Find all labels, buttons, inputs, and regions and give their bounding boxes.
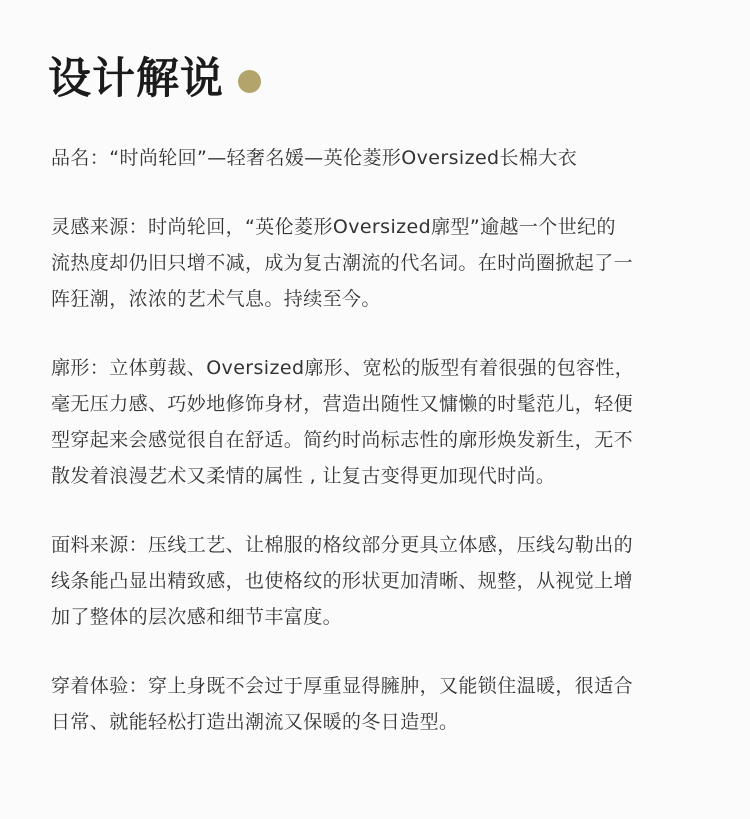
title-dot-icon <box>238 70 261 93</box>
paragraph-line: 型穿起来会感觉很自在舒适。简约时尚标志性的廓形焕发新生，无不 <box>51 429 634 451</box>
paragraph-line: 日常、就能轻松打造出潮流又保暖的冬日造型。 <box>51 711 459 733</box>
description-body <box>51 140 711 773</box>
header <box>48 46 261 112</box>
paragraph-line: 毫无压力感、巧妙地修饰身材，营造出随性又慵懒的时髦范儿，轻便 <box>51 393 634 415</box>
paragraph-wearing-experience <box>51 668 711 740</box>
paragraph-fabric <box>51 527 711 635</box>
paragraph-inspiration <box>51 209 711 317</box>
paragraph-line: 品名：“时尚轮回”—轻奢名媛—英伦菱形Oversized长棉大衣 <box>51 147 578 169</box>
paragraph-line: 阵狂潮，浓浓的艺术气息。持续至今。 <box>51 288 381 310</box>
paragraph-line: 穿着体验：穿上身既不会过于厚重显得臃肿，又能锁住温暖，很适合 <box>51 675 634 697</box>
paragraph-line: 线条能凸显出精致感，也使格纹的形状更加清晰、规整，从视觉上增 <box>51 570 634 592</box>
paragraph-silhouette <box>51 350 711 494</box>
paragraph-line: 加了整体的层次感和细节丰富度。 <box>51 606 343 628</box>
paragraph-line: 流热度却仍旧只增不减，成为复古潮流的代名词。在时尚圈掀起了一 <box>51 252 634 274</box>
paragraph-product-name <box>51 140 711 176</box>
paragraph-line: 廓形：立体剪裁、Oversized廓形、宽松的版型有着很强的包容性， <box>51 357 635 379</box>
page-title: 设计解说 <box>48 54 224 104</box>
paragraph-line: 灵感来源：时尚轮回，“英伦菱形Oversized廓型”逾越一个世纪的 <box>51 216 616 238</box>
paragraph-line: 面料来源：压线工艺、让棉服的格纹部分更具立体感，压线勾勒出的 <box>51 534 634 556</box>
paragraph-line: 散发着浪漫艺术又柔情的属性 , 让复古变得更加现代时尚。 <box>51 465 556 487</box>
